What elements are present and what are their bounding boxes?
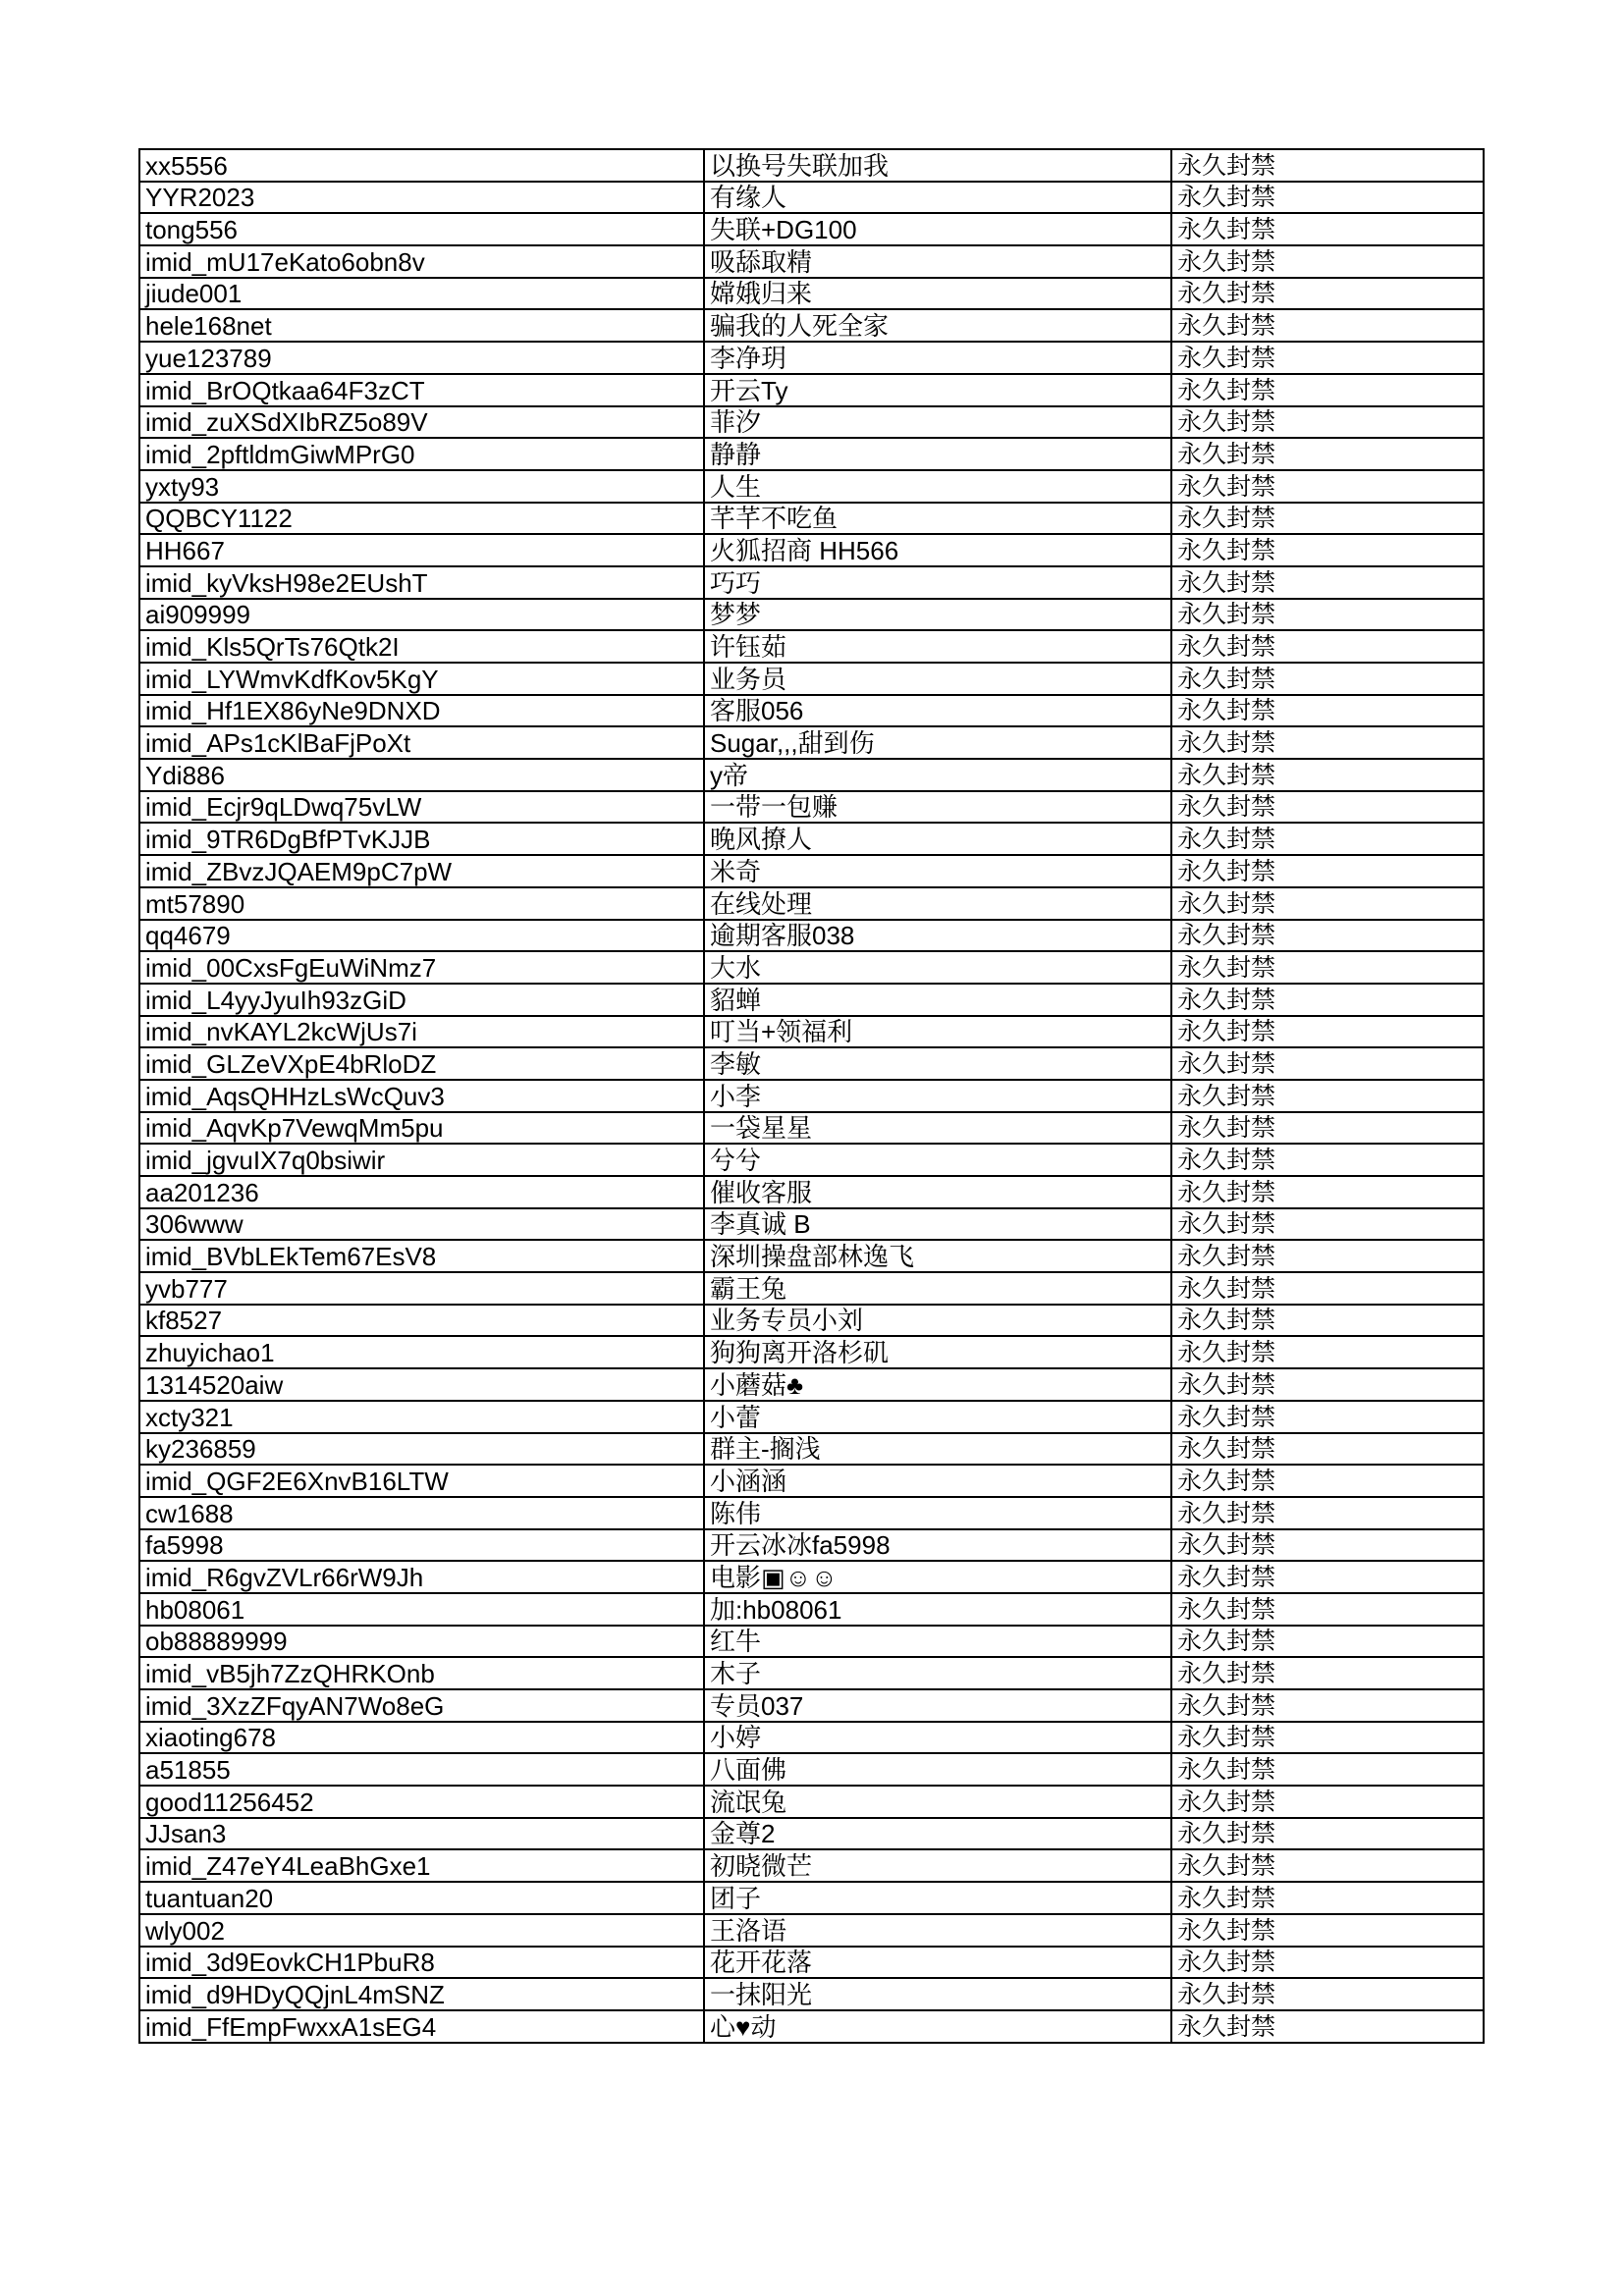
- account-id-cell: imid_mU17eKato6obn8v: [139, 245, 704, 278]
- table-row: [139, 438, 1484, 470]
- account-id-cell: mt57890: [139, 887, 704, 920]
- account-id-cell: imid_R6gvZVLr66rW9Jh: [139, 1561, 704, 1593]
- account-id-cell: yvb777: [139, 1272, 704, 1305]
- table-row: [139, 470, 1484, 503]
- table-row: [139, 1529, 1484, 1562]
- table-row: [139, 1593, 1484, 1626]
- nickname-cell: 菲汐: [704, 406, 1171, 439]
- account-id-cell: imid_AqsQHHzLsWcQuv3: [139, 1080, 704, 1112]
- nickname-cell: 貂蝉: [704, 984, 1171, 1016]
- table-row: [139, 1626, 1484, 1658]
- nickname-cell: 巧巧: [704, 566, 1171, 599]
- ban-status-cell: 永久封禁: [1171, 1657, 1484, 1689]
- table-row: [139, 1144, 1484, 1176]
- nickname-cell: 王洛语: [704, 1914, 1171, 1947]
- table-row: [139, 1465, 1484, 1497]
- account-id-cell: imid_BrOQtkaa64F3zCT: [139, 374, 704, 406]
- nickname-cell: 陈伟: [704, 1497, 1171, 1529]
- table-row: [139, 855, 1484, 887]
- account-id-cell: xiaoting678: [139, 1722, 704, 1754]
- account-id-cell: imid_FfEmpFwxxA1sEG4: [139, 2010, 704, 2043]
- nickname-cell: 一袋星星: [704, 1112, 1171, 1145]
- table-row: [139, 1080, 1484, 1112]
- nickname-cell: Sugar,,,甜到伤: [704, 726, 1171, 759]
- nickname-cell: 火狐招商 HH566: [704, 534, 1171, 566]
- account-id-cell: HH667: [139, 534, 704, 566]
- ban-status-cell: 永久封禁: [1171, 1529, 1484, 1562]
- account-id-cell: imid_zuXSdXIbRZ5o89V: [139, 406, 704, 439]
- account-id-cell: good11256452: [139, 1786, 704, 1818]
- ban-status-cell: 永久封禁: [1171, 599, 1484, 631]
- nickname-cell: 小蕾: [704, 1401, 1171, 1433]
- ban-status-cell: 永久封禁: [1171, 1947, 1484, 1979]
- account-id-cell: imid_Ecjr9qLDwq75vLW: [139, 791, 704, 824]
- table-row: [139, 630, 1484, 663]
- nickname-cell: 以换号失联加我: [704, 149, 1171, 182]
- account-id-cell: imid_Z47eY4LeaBhGxe1: [139, 1849, 704, 1882]
- ban-status-cell: 永久封禁: [1171, 1465, 1484, 1497]
- account-id-cell: ob88889999: [139, 1626, 704, 1658]
- table-row: [139, 1689, 1484, 1722]
- account-id-cell: imid_APs1cKlBaFjPoXt: [139, 726, 704, 759]
- nickname-cell: 大水: [704, 951, 1171, 984]
- ban-status-cell: 永久封禁: [1171, 630, 1484, 663]
- ban-status-cell: 永久封禁: [1171, 342, 1484, 374]
- account-id-cell: JJsan3: [139, 1818, 704, 1850]
- ban-status-cell: 永久封禁: [1171, 887, 1484, 920]
- table-row: [139, 1947, 1484, 1979]
- account-id-cell: Ydi886: [139, 759, 704, 791]
- table-row: [139, 726, 1484, 759]
- ban-status-cell: 永久封禁: [1171, 149, 1484, 182]
- table-row: [139, 984, 1484, 1016]
- table-row: [139, 1722, 1484, 1754]
- nickname-cell: 小婷: [704, 1722, 1171, 1754]
- nickname-cell: 群主-搁浅: [704, 1433, 1171, 1466]
- ban-status-cell: 永久封禁: [1171, 951, 1484, 984]
- nickname-cell: 开云冰冰fa5998: [704, 1529, 1171, 1562]
- nickname-cell: 客服056: [704, 695, 1171, 727]
- nickname-cell: 李真诚 B: [704, 1208, 1171, 1241]
- ban-status-cell: 永久封禁: [1171, 1497, 1484, 1529]
- nickname-cell: 米奇: [704, 855, 1171, 887]
- ban-status-cell: 永久封禁: [1171, 470, 1484, 503]
- ban-status-cell: 永久封禁: [1171, 695, 1484, 727]
- table-row: [139, 1047, 1484, 1080]
- account-id-cell: zhuyichao1: [139, 1336, 704, 1368]
- ban-status-cell: 永久封禁: [1171, 984, 1484, 1016]
- account-id-cell: imid_QGF2E6XnvB16LTW: [139, 1465, 704, 1497]
- nickname-cell: 李敏: [704, 1047, 1171, 1080]
- table-row: [139, 1368, 1484, 1401]
- nickname-cell: 催收客服: [704, 1176, 1171, 1208]
- table-row: [139, 1978, 1484, 2010]
- table-row: [139, 342, 1484, 374]
- ban-status-cell: 永久封禁: [1171, 1305, 1484, 1337]
- ban-status-cell: 永久封禁: [1171, 534, 1484, 566]
- account-id-cell: yue123789: [139, 342, 704, 374]
- table-row: [139, 759, 1484, 791]
- nickname-cell: 一抹阳光: [704, 1978, 1171, 2010]
- ban-status-cell: 永久封禁: [1171, 759, 1484, 791]
- ban-status-cell: 永久封禁: [1171, 1080, 1484, 1112]
- account-id-cell: imid_3XzZFqyAN7Wo8eG: [139, 1689, 704, 1722]
- ban-status-cell: 永久封禁: [1171, 855, 1484, 887]
- table-row: [139, 1818, 1484, 1850]
- table-row: [139, 887, 1484, 920]
- ban-status-cell: 永久封禁: [1171, 1689, 1484, 1722]
- table-row: [139, 599, 1484, 631]
- table-row: [139, 1786, 1484, 1818]
- account-id-cell: jiude001: [139, 278, 704, 310]
- account-id-cell: 1314520aiw: [139, 1368, 704, 1401]
- table-row: [139, 1112, 1484, 1145]
- ban-status-cell: 永久封禁: [1171, 1978, 1484, 2010]
- nickname-cell: 有缘人: [704, 182, 1171, 214]
- account-id-cell: imid_9TR6DgBfPTvKJJB: [139, 823, 704, 855]
- ban-list-table: [138, 148, 1485, 2044]
- table-row: [139, 1016, 1484, 1048]
- nickname-cell: 失联+DG100: [704, 213, 1171, 245]
- table-row: [139, 374, 1484, 406]
- table-row: [139, 566, 1484, 599]
- table-row: [139, 1208, 1484, 1241]
- account-id-cell: imid_Hf1EX86yNe9DNXD: [139, 695, 704, 727]
- table-row: [139, 309, 1484, 342]
- ban-status-cell: 永久封禁: [1171, 1722, 1484, 1754]
- ban-status-cell: 永久封禁: [1171, 503, 1484, 535]
- ban-status-cell: 永久封禁: [1171, 1272, 1484, 1305]
- table-row: [139, 213, 1484, 245]
- nickname-cell: 人生: [704, 470, 1171, 503]
- ban-status-cell: 永久封禁: [1171, 438, 1484, 470]
- ban-status-cell: 永久封禁: [1171, 309, 1484, 342]
- nickname-cell: 许钰茹: [704, 630, 1171, 663]
- table-row: [139, 149, 1484, 182]
- account-id-cell: kf8527: [139, 1305, 704, 1337]
- account-id-cell: 306www: [139, 1208, 704, 1241]
- nickname-cell: 金尊2: [704, 1818, 1171, 1850]
- account-id-cell: imid_kyVksH98e2EUshT: [139, 566, 704, 599]
- table-row: [139, 278, 1484, 310]
- nickname-cell: 小李: [704, 1080, 1171, 1112]
- table-row: [139, 1497, 1484, 1529]
- account-id-cell: imid_jgvuIX7q0bsiwir: [139, 1144, 704, 1176]
- ban-status-cell: 永久封禁: [1171, 374, 1484, 406]
- ban-status-cell: 永久封禁: [1171, 566, 1484, 599]
- table-row: [139, 823, 1484, 855]
- ban-status-cell: 永久封禁: [1171, 823, 1484, 855]
- account-id-cell: xcty321: [139, 1401, 704, 1433]
- account-id-cell: hb08061: [139, 1593, 704, 1626]
- account-id-cell: cw1688: [139, 1497, 704, 1529]
- ban-status-cell: 永久封禁: [1171, 1849, 1484, 1882]
- account-id-cell: imid_BVbLEkTem67EsV8: [139, 1240, 704, 1272]
- account-id-cell: imid_3d9EovkCH1PbuR8: [139, 1947, 704, 1979]
- table-row: [139, 406, 1484, 439]
- table-row: [139, 1882, 1484, 1914]
- nickname-cell: 深圳操盘部林逸飞: [704, 1240, 1171, 1272]
- nickname-cell: 吸舔取精: [704, 245, 1171, 278]
- nickname-cell: 梦梦: [704, 599, 1171, 631]
- account-id-cell: imid_d9HDyQQjnL4mSNZ: [139, 1978, 704, 2010]
- ban-status-cell: 永久封禁: [1171, 1882, 1484, 1914]
- nickname-cell: 流氓兔: [704, 1786, 1171, 1818]
- ban-status-cell: 永久封禁: [1171, 1336, 1484, 1368]
- table-row: [139, 182, 1484, 214]
- table-row: [139, 1849, 1484, 1882]
- ban-status-cell: 永久封禁: [1171, 1176, 1484, 1208]
- ban-status-cell: 永久封禁: [1171, 1112, 1484, 1145]
- account-id-cell: aa201236: [139, 1176, 704, 1208]
- table-row: [139, 2010, 1484, 2043]
- table-row: [139, 695, 1484, 727]
- nickname-cell: 霸王兔: [704, 1272, 1171, 1305]
- account-id-cell: imid_Kls5QrTs76Qtk2I: [139, 630, 704, 663]
- ban-status-cell: 永久封禁: [1171, 1208, 1484, 1241]
- ban-status-cell: 永久封禁: [1171, 182, 1484, 214]
- account-id-cell: imid_L4yyJyuIh93zGiD: [139, 984, 704, 1016]
- nickname-cell: 木子: [704, 1657, 1171, 1689]
- table-row: [139, 663, 1484, 695]
- account-id-cell: fa5998: [139, 1529, 704, 1562]
- account-id-cell: imid_LYWmvKdfKov5KgY: [139, 663, 704, 695]
- table-row: [139, 1561, 1484, 1593]
- table-row: [139, 1753, 1484, 1786]
- nickname-cell: 八面佛: [704, 1753, 1171, 1786]
- account-id-cell: ai909999: [139, 599, 704, 631]
- account-id-cell: ky236859: [139, 1433, 704, 1466]
- table-row: [139, 1240, 1484, 1272]
- nickname-cell: 逾期客服038: [704, 920, 1171, 952]
- account-id-cell: imid_nvKAYL2kcWjUs7i: [139, 1016, 704, 1048]
- nickname-cell: 叮当+领福利: [704, 1016, 1171, 1048]
- nickname-cell: 初晓微芒: [704, 1849, 1171, 1882]
- account-id-cell: wly002: [139, 1914, 704, 1947]
- nickname-cell: 小蘑菇♣: [704, 1368, 1171, 1401]
- table-row: [139, 1176, 1484, 1208]
- nickname-cell: 嫦娥归来: [704, 278, 1171, 310]
- nickname-cell: 兮兮: [704, 1144, 1171, 1176]
- account-id-cell: QQBCY1122: [139, 503, 704, 535]
- account-id-cell: a51855: [139, 1753, 704, 1786]
- ban-status-cell: 永久封禁: [1171, 1914, 1484, 1947]
- nickname-cell: 心♥动: [704, 2010, 1171, 2043]
- nickname-cell: 李净玥: [704, 342, 1171, 374]
- nickname-cell: 团子: [704, 1882, 1171, 1914]
- ban-status-cell: 永久封禁: [1171, 278, 1484, 310]
- nickname-cell: 在线处理: [704, 887, 1171, 920]
- account-id-cell: imid_ZBvzJQAEM9pC7pW: [139, 855, 704, 887]
- ban-status-cell: 永久封禁: [1171, 245, 1484, 278]
- ban-status-cell: 永久封禁: [1171, 1401, 1484, 1433]
- ban-status-cell: 永久封禁: [1171, 1433, 1484, 1466]
- table-row: [139, 503, 1484, 535]
- nickname-cell: y帝: [704, 759, 1171, 791]
- nickname-cell: 芊芊不吃鱼: [704, 503, 1171, 535]
- table-row: [139, 920, 1484, 952]
- account-id-cell: qq4679: [139, 920, 704, 952]
- account-id-cell: imid_vB5jh7ZzQHRKOnb: [139, 1657, 704, 1689]
- table-row: [139, 245, 1484, 278]
- ban-status-cell: 永久封禁: [1171, 1818, 1484, 1850]
- ban-status-cell: 永久封禁: [1171, 213, 1484, 245]
- account-id-cell: imid_00CxsFgEuWiNmz7: [139, 951, 704, 984]
- ban-status-cell: 永久封禁: [1171, 406, 1484, 439]
- nickname-cell: 业务员: [704, 663, 1171, 695]
- ban-status-cell: 永久封禁: [1171, 1786, 1484, 1818]
- ban-status-cell: 永久封禁: [1171, 1240, 1484, 1272]
- account-id-cell: YYR2023: [139, 182, 704, 214]
- table-row: [139, 1336, 1484, 1368]
- ban-status-cell: 永久封禁: [1171, 1626, 1484, 1658]
- account-id-cell: tuantuan20: [139, 1882, 704, 1914]
- ban-status-cell: 永久封禁: [1171, 1753, 1484, 1786]
- nickname-cell: 电影▣☺☺: [704, 1561, 1171, 1593]
- table-row: [139, 1657, 1484, 1689]
- table-row: [139, 1433, 1484, 1466]
- ban-status-cell: 永久封禁: [1171, 1593, 1484, 1626]
- ban-status-cell: 永久封禁: [1171, 920, 1484, 952]
- table-row: [139, 534, 1484, 566]
- ban-status-cell: 永久封禁: [1171, 726, 1484, 759]
- nickname-cell: 开云Ty: [704, 374, 1171, 406]
- account-id-cell: imid_GLZeVXpE4bRloDZ: [139, 1047, 704, 1080]
- ban-status-cell: 永久封禁: [1171, 791, 1484, 824]
- nickname-cell: 静静: [704, 438, 1171, 470]
- nickname-cell: 晚风撩人: [704, 823, 1171, 855]
- table-row: [139, 1272, 1484, 1305]
- ban-status-cell: 永久封禁: [1171, 663, 1484, 695]
- nickname-cell: 红牛: [704, 1626, 1171, 1658]
- account-id-cell: xx5556: [139, 149, 704, 182]
- nickname-cell: 加:hb08061: [704, 1593, 1171, 1626]
- account-id-cell: imid_2pftldmGiwMPrG0: [139, 438, 704, 470]
- nickname-cell: 花开花落: [704, 1947, 1171, 1979]
- table-row: [139, 951, 1484, 984]
- ban-status-cell: 永久封禁: [1171, 1047, 1484, 1080]
- nickname-cell: 一带一包赚: [704, 791, 1171, 824]
- ban-status-cell: 永久封禁: [1171, 1144, 1484, 1176]
- table-row: [139, 1401, 1484, 1433]
- nickname-cell: 小涵涵: [704, 1465, 1171, 1497]
- ban-status-cell: 永久封禁: [1171, 1561, 1484, 1593]
- account-id-cell: hele168net: [139, 309, 704, 342]
- account-id-cell: tong556: [139, 213, 704, 245]
- nickname-cell: 骗我的人死全家: [704, 309, 1171, 342]
- ban-status-cell: 永久封禁: [1171, 2010, 1484, 2043]
- ban-status-cell: 永久封禁: [1171, 1016, 1484, 1048]
- ban-status-cell: 永久封禁: [1171, 1368, 1484, 1401]
- table-row: [139, 1305, 1484, 1337]
- nickname-cell: 狗狗离开洛杉矶: [704, 1336, 1171, 1368]
- table-row: [139, 1914, 1484, 1947]
- table-row: [139, 791, 1484, 824]
- nickname-cell: 业务专员小刘: [704, 1305, 1171, 1337]
- nickname-cell: 专员037: [704, 1689, 1171, 1722]
- ban-list-body: [139, 149, 1484, 2043]
- account-id-cell: imid_AqvKp7VewqMm5pu: [139, 1112, 704, 1145]
- account-id-cell: yxty93: [139, 470, 704, 503]
